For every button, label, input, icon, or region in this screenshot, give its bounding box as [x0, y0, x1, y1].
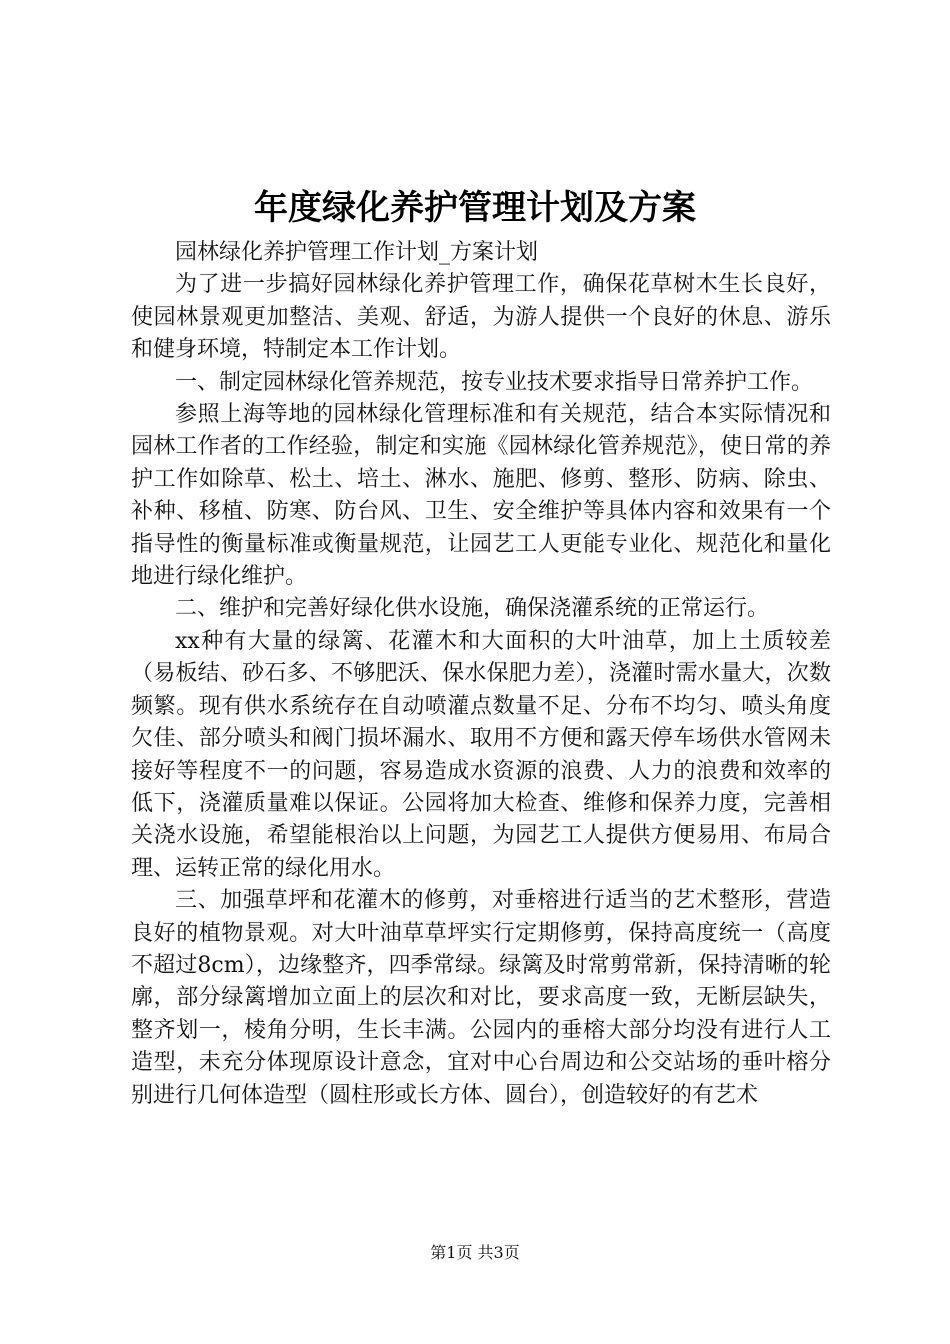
section-heading-1: 一、制定园林绿化管养规范，按专业技术要求指导日常养护工作。 [175, 369, 814, 395]
page-footer: 第1页 共3页 [430, 1243, 520, 1262]
document-title: 年度绿化养护管理计划及方案 [254, 188, 696, 228]
section-body-3: 三、加强草坪和花灌木的修剪，对垂榕进行适当的艺术整形，营造良好的植物景观。对大叶油草草坪实行定期修剪，保持高度统一（高度不超过8cm），边缘整齐，四季常绿。绿篱及时常剪常新，保持清晰的轮廓，部分绿篱增加立面上的层次和对比，要求高度一致，无断层缺失，整齐划一，棱角分明，生长丰满。公园内的垂榕大部分均没有进行人工造型，未充分体现原设计意念，宜对中心台周边和公交站场的垂叶榕分别进行几何体造型（圆柱形或长方体、圆台），创造较好的有艺术 [131, 888, 831, 1108]
document-body [131, 237, 831, 1112]
section-body-2: xx种有大量的绿篱、花灌木和大面积的大叶油草，加上土质较差（易板结、砂石多、不够肥沃、保水保肥力差），浇灌时需水量大，次数频繁。现有供水系统存在自动喷灌点数量不足、分布不均匀、喷头角度欠佳、部分喷头和阀门损坏漏水、取用不方便和露天停车场供水管网未接好等程度不一的问题，容易造成水资源的浪费、人力的浪费和效率的低下，浇灌质量难以保证。公园将加大检查、维修和保养力度，完善相关浇水设施，希望能根治以上问题，为园艺工人提供方便易用、布局合理、运转正常的绿化用水。 [131, 628, 831, 881]
section-body-1: 参照上海等地的园林绿化管理标准和有关规范，结合本实际情况和园林工作者的工作经验，制定和实施《园林绿化管养规范》，使日常的养护工作如除草、松土、培土、淋水、施肥、修剪、整形、防病、除虫、补种、移植、防寒、防台风、卫生、安全维护等具体内容和效果有一个指导性的衡量标准或衡量规范，让园艺工人更能专业化、规范化和量化地进行绿化维护。 [131, 402, 831, 590]
intro-paragraph: 为了进一步搞好园林绿化养护管理工作，确保花草树木生长良好，使园林景观更加整洁、美观、舒适，为游人提供一个良好的休息、游乐和健身环境，特制定本工作计划。 [131, 272, 831, 363]
section-heading-2: 二、维护和完善好绿化供水设施，确保浇灌系统的正常运行。 [175, 596, 770, 622]
subtitle-paragraph: 园林绿化养护管理工作计划_方案计划 [175, 240, 539, 265]
